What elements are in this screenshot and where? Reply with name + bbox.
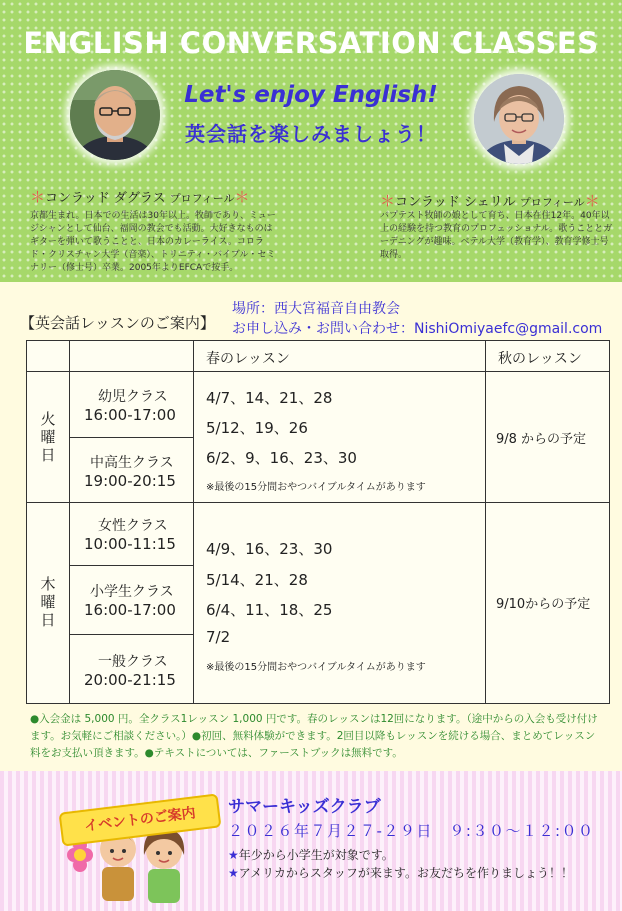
tagline-english: Let's enjoy English! [184, 82, 438, 108]
profile-heading-cheryl [380, 190, 600, 211]
contact-text: お申し込み・お問い合わせ：NishiOmiyaefc@gmail.com [232, 321, 603, 337]
date-line: 6/4、11、18、25 [206, 601, 333, 619]
class-name: 中高生クラス [90, 455, 174, 471]
table-header-corner [26, 340, 70, 372]
autumn-cell-tuesday [485, 371, 610, 503]
snack-note: ※最後の15分間おやつバイブルタイムがあります [206, 662, 426, 673]
class-cell [69, 565, 194, 635]
table-header-class [69, 340, 194, 372]
event-detail-1 [228, 846, 394, 863]
date-line: 6/2、9、16、23、30 [206, 449, 357, 467]
autumn-start: 9/8 からの予定 [496, 432, 587, 447]
class-cell [69, 634, 194, 704]
class-time: 10:00-11:15 [84, 535, 176, 553]
day-label: 木 曜 日 [40, 575, 56, 629]
table-header-autumn [485, 340, 610, 372]
class-name: 幼児クラス [98, 389, 168, 405]
profile-heading-douglas [30, 186, 250, 207]
asterisk-icon: ＊ [30, 188, 46, 206]
event-detail-text: 年少から小学生が対象です。 [238, 848, 394, 862]
autumn-start: 9/10からの予定 [496, 597, 591, 612]
header-label: 春のレッスン [206, 351, 290, 367]
spring-dates-thursday [193, 502, 486, 704]
fee-note: ●入会金は 5,000 円。全クラス1レッスン 1,000 円です。春のレッスンは12回になります。（途中からの入会も受け付けます。お気軽にご相談ください。）●初回、無料体験ができます。2回目以降もレッスンを続ける場合、まとめてレッスン料をお支払い頂きます。●テキストについては、ファーストブックは無料です。 [30, 713, 598, 759]
class-time: 16:00-17:00 [84, 601, 176, 619]
day-cell-thursday [26, 502, 70, 704]
portrait-douglas [70, 70, 160, 160]
date-line: 7/2 [206, 628, 231, 646]
profile-text-cheryl: バプテスト牧師の娘として育ち、日本在住12年。40年以上の経験を持つ教育のプロフェッショナル。歌うこととガーデニングが趣味。ベテル大学（教育学）、教育学修士号取得。 [380, 211, 613, 260]
event-badge: イベントのご案内 [59, 793, 222, 846]
page-title: ENGLISH CONVERSATION CLASSES [23, 26, 599, 60]
date-line: 5/14、21、28 [206, 571, 308, 589]
star-icon: ★ [228, 866, 239, 880]
snack-note: ※最後の15分間おやつバイブルタイムがあります [206, 482, 426, 493]
class-cell [69, 437, 194, 503]
schedule-table [26, 340, 610, 704]
date-line: 4/9、16、23、30 [206, 540, 333, 558]
profile-text-douglas: 京都生まれ。日本での生活は30年以上。牧師であり、ミュージシャンとして仙台、福岡の教会でも活動。大好きなものはギターを弾いて歌うことと、日本のカレーライス。コロラド・クリスチャン大学（音楽）、トリニティ・バイブル・セミナリー（修士号）卒業。2005年よりEFCAで按手。 [30, 211, 276, 273]
class-name: 小学生クラス [90, 584, 174, 600]
profile-label: プロフィール [519, 196, 585, 209]
autumn-cell-thursday [485, 502, 610, 704]
class-cell [69, 502, 194, 566]
table-header-spring [193, 340, 486, 372]
date-line: 4/7、14、21、28 [206, 389, 333, 407]
class-time: 19:00-20:15 [84, 472, 176, 490]
tagline-japanese: 英会話を楽しみましょう！ [185, 122, 437, 146]
profile-name: コンラッド シェリル [395, 195, 516, 210]
venue-text: 場所：西大宮福音自由教会 [232, 301, 400, 317]
spring-dates-tuesday [193, 371, 486, 503]
portrait-cheryl [474, 74, 564, 164]
class-time: 20:00-21:15 [84, 671, 176, 689]
asterisk-icon: ＊ [234, 188, 250, 206]
day-label: 火 曜 日 [40, 410, 56, 464]
day-cell-tuesday [26, 371, 70, 503]
event-name: サマーキッズクラブ [228, 797, 381, 817]
header-label: 秋のレッスン [498, 351, 582, 367]
event-date: ２０２６年７月２７-２９日 ９:３０～１２:００ [228, 822, 595, 840]
class-name: 一般クラス [98, 654, 168, 670]
class-cell [69, 371, 194, 438]
event-detail-text: アメリカからスタッフが来ます。お友だちを作りましょう！！ [238, 866, 573, 880]
lesson-guide-heading: 【英会話レッスンのご案内】 [20, 314, 215, 332]
profile-name: コンラッド ダグラス [45, 191, 166, 206]
profile-label: プロフィール [169, 192, 235, 205]
asterisk-icon: ＊ [380, 192, 396, 210]
asterisk-icon: ＊ [584, 192, 600, 210]
event-detail-2 [228, 864, 573, 881]
star-icon: ★ [228, 848, 239, 862]
class-name: 女性クラス [98, 518, 168, 534]
header-banner [0, 0, 622, 282]
date-line: 5/12、19、26 [206, 419, 308, 437]
class-time: 16:00-17:00 [84, 406, 176, 424]
